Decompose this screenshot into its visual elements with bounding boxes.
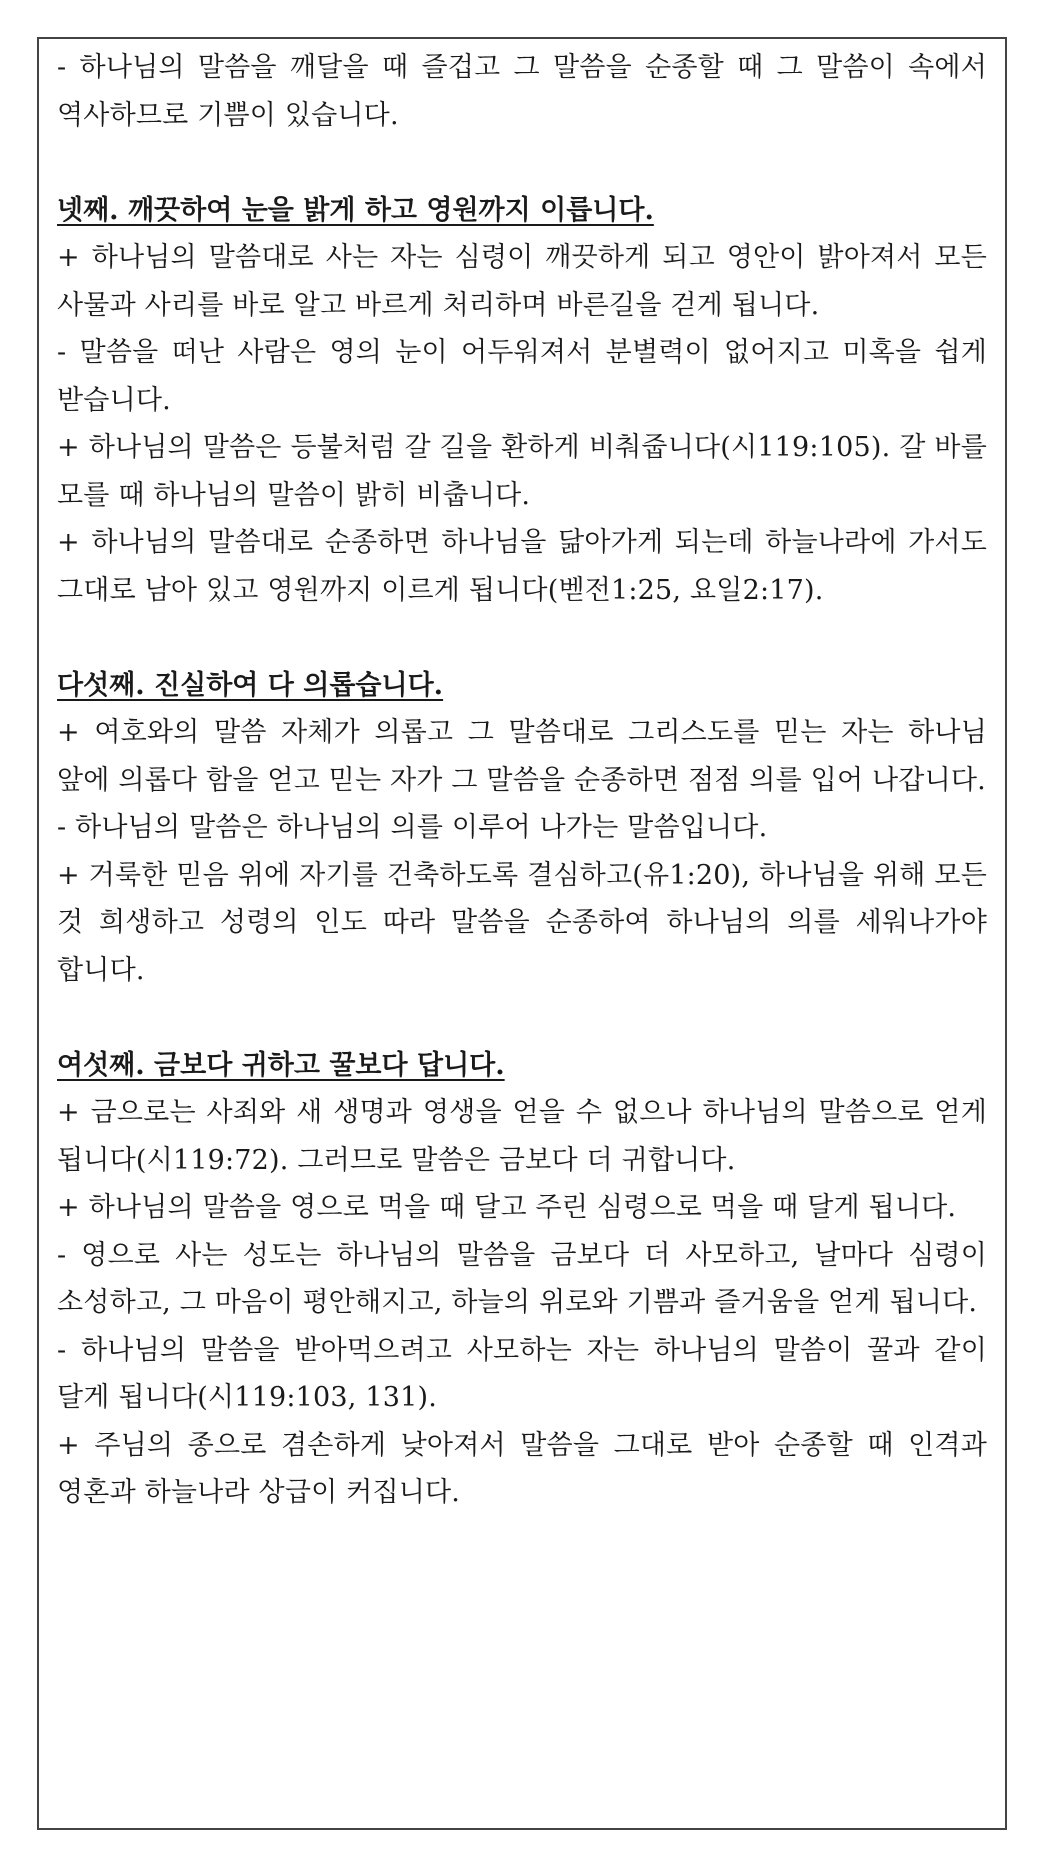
paragraph: + 금으로는 사죄와 새 생명과 영생을 얻을 수 없으나 하나님의 말씀으로 얻게 됩니다(시119:72). 그러므로 말씀은 금보다 더 귀합니다. — [57, 1097, 987, 1176]
section-heading: 다섯째. 진실하여 다 의롭습니다. — [57, 669, 444, 701]
section-heading: 넷째. 깨끗하여 눈을 밝게 하고 영원까지 이릅니다. — [57, 194, 654, 226]
paragraph: - 하나님의 말씀을 깨달을 때 즐겁고 그 말씀을 순종할 때 그 말씀이 속에서 역사하므로 기쁨이 있습니다. — [57, 52, 987, 131]
paragraph: - 말씀을 떠난 사람은 영의 눈이 어두워져서 분별력이 없어지고 미혹을 쉽게 받습니다. — [57, 337, 987, 416]
paragraph: + 하나님의 말씀대로 사는 자는 심령이 깨끗하게 되고 영안이 밝아져서 모든 사물과 사리를 바로 알고 바르게 처리하며 바른길을 걷게 됩니다. — [57, 242, 987, 321]
section-fourth — [57, 187, 987, 615]
paragraph: - 하나님의 말씀은 하나님의 의를 이루어 나가는 말씀입니다. — [57, 812, 768, 843]
document-body — [57, 44, 987, 1517]
section-heading: 여섯째. 금보다 귀하고 꿀보다 답니다. — [57, 1049, 505, 1081]
section-gap — [57, 614, 987, 662]
paragraph: - 하나님의 말씀을 받아먹으려고 사모하는 자는 하나님의 말씀이 꿀과 같이 달게 됩니다(시119:103, 131). — [57, 1334, 987, 1413]
section-intro — [57, 44, 987, 139]
paragraph: + 여호와의 말씀 자체가 의롭고 그 말씀대로 그리스도를 믿는 자는 하나님 앞에 의롭다 함을 얻고 믿는 자가 그 말씀을 순종하면 점점 의를 입어 나갑니다. — [57, 717, 987, 796]
paragraph: + 하나님의 말씀을 영으로 먹을 때 달고 주린 심령으로 먹을 때 달게 됩니다. — [57, 1192, 957, 1223]
paragraph: + 하나님의 말씀대로 순종하면 하나님을 닮아가게 되는데 하늘나라에 가서도 그대로 남아 있고 영원까지 이르게 됩니다(벧전1:25, 요일2:17). — [57, 527, 987, 606]
section-gap — [57, 139, 987, 187]
section-sixth — [57, 1042, 987, 1517]
paragraph: - 영으로 사는 성도는 하나님의 말씀을 금보다 더 사모하고, 날마다 심령이 소성하고, 그 마음이 평안해지고, 하늘의 위로와 기쁨과 즐거움을 얻게 됩니다. — [57, 1239, 987, 1318]
paragraph: + 하나님의 말씀은 등불처럼 갈 길을 환하게 비춰줍니다(시119:105). 갈 바를 모를 때 하나님의 말씀이 밝히 비춥니다. — [57, 432, 987, 511]
section-gap — [57, 994, 987, 1042]
section-fifth — [57, 662, 987, 995]
paragraph: + 거룩한 믿음 위에 자기를 건축하도록 결심하고(유1:20), 하나님을 위해 모든 것 희생하고 성령의 인도 따라 말씀을 순종하여 하나님의 의를 세워나가야 합니다. — [57, 859, 987, 986]
paragraph: + 주님의 종으로 겸손하게 낮아져서 말씀을 그대로 받아 순종할 때 인격과 영혼과 하늘나라 상급이 커집니다. — [57, 1429, 987, 1508]
